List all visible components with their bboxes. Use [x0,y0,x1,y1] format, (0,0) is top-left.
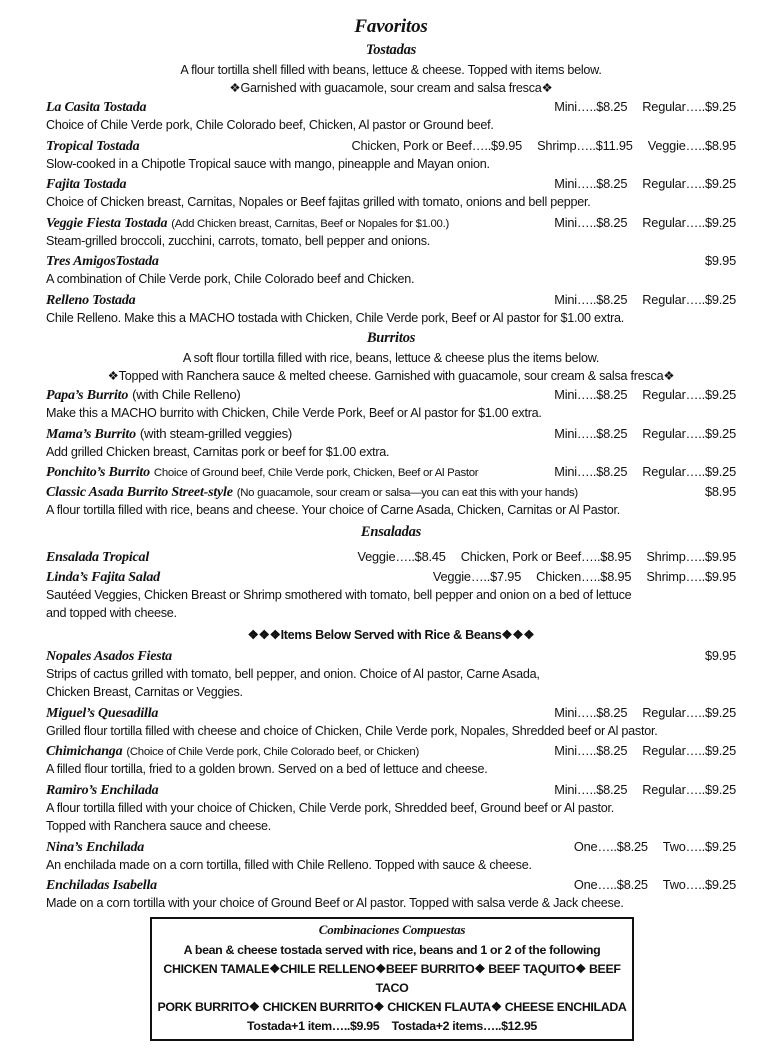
item-price: Mini…..$8.25 [554,291,628,307]
combo-price: Tostada+2 items…..$12.95 [391,1018,537,1033]
item-prices [544,703,736,722]
item-prices [695,646,736,665]
item-prices [695,482,736,501]
section-intro: A soft flour tortilla filled with rice, beans, lettuce & cheese plus the items below. [182,351,600,365]
item-price: Two…..$9.25 [662,877,736,892]
item-price: Chicken, Pork or Beef…..$9.95 [351,137,523,153]
item-name: Tropical Tostada [46,138,140,154]
item-price: Chicken, Pork or Beef…..$8.95 [460,548,632,564]
item-prices [544,424,736,443]
item-price: Shrimp…..$11.95 [537,137,633,153]
item-description: Slow-cooked in a Chipotle Tropical sauce with mango, pineapple and Mayan onion. [46,156,490,171]
section-intro: ❖Topped with Ranchera sauce & melted cheese. Garnished with guacamole, sour cream & salsa fresca❖ [107,369,675,383]
item-price: Regular…..$9.25 [642,176,736,191]
page-title: Favoritos [354,16,428,37]
item-description: Choice of Chile Verde pork, Chile Colorado beef, Chicken, Al pastor or Ground beef. [46,118,494,132]
item-note: (Choice of Chile Verde pork, Chile Colorado beef, or Chicken) [126,746,419,758]
item-price: Regular…..$9.25 [642,781,736,797]
item-price: Veggie…..$8.95 [647,137,736,153]
item-name: Ramiro’s Enchilada [46,782,159,798]
item-description: A flour tortilla filled with rice, beans and cheese. Your choice of Carne Asada, Chicken, Carnitas or Al Pastor. [46,503,621,517]
menu-item-header [46,462,736,482]
item-price: Regular…..$9.25 [642,214,736,230]
item-note: (with Chile Relleno) [132,387,241,402]
item-price: Mini…..$8.25 [554,176,628,191]
section-heading: Tostadas [365,42,417,58]
item-description: An enchilada made on a corn tortilla, filled with Chile Relleno. Topped with sauce & cheese. [46,857,532,872]
item-name: Mama’s Burrito [46,426,136,442]
item-prices [341,136,736,155]
item-prices [544,385,736,404]
menu-section [46,328,736,520]
combinaciones-box [150,917,634,1041]
item-price: Veggie…..$7.95 [432,568,522,584]
menu-section [46,40,736,327]
menu-item-header [46,290,736,310]
item-name: Classic Asada Burrito Street-style [46,485,233,500]
item-prices [423,567,736,586]
item-prices [544,174,736,193]
menu-item [46,482,736,520]
menu-item-header [46,780,736,800]
item-price: Regular…..$9.25 [642,743,736,758]
item-price: $9.95 [704,647,736,663]
item-price: Mini…..$8.25 [554,781,628,797]
item-price: One…..$8.25 [573,877,648,892]
menu-item [46,567,736,623]
item-prices [544,780,736,799]
item-prices [544,462,736,481]
menu-item-header [46,837,736,857]
item-note: (with steam-grilled veggies) [139,425,293,441]
item-price: Regular…..$9.25 [642,99,736,114]
menu-page [46,0,736,1061]
item-description: Steam-grilled broccoli, zucchini, carrots, tomato, bell pepper and onions. [46,233,431,248]
menu-item-header [46,703,736,723]
item-price: Mini…..$8.25 [554,464,628,479]
section-intro: A flour tortilla shell filled with beans, lettuce & cheese. Topped with items below. [180,63,602,77]
item-price: $9.95 [704,253,736,268]
section-intro: ❖Garnished with guacamole, sour cream and salsa fresca❖ [229,81,553,95]
menu-item [46,174,736,212]
item-description: Strips of cactus grilled with tomato, bell pepper, and onion. Choice of Al pastor, Carne Asada, [46,666,540,681]
combo-prices [152,1017,632,1036]
item-price: Regular…..$9.25 [642,425,736,441]
item-name: Chimichanga [46,744,123,759]
item-price: Two…..$9.25 [662,838,736,854]
menu-item [46,385,736,423]
item-prices [544,97,736,116]
item-price: Veggie…..$8.45 [357,548,446,564]
menu-item [46,213,736,251]
item-name: Nopales Asados Fiesta [46,648,172,664]
item-name: La Casita Tostada [46,100,147,115]
menu-item-header [46,482,736,502]
item-price: $8.95 [704,484,736,499]
menu-item [46,646,736,702]
item-prices [544,741,736,760]
item-prices [347,547,736,566]
combo-line: A bean & cheese tostada served with rice, beans and 1 or 2 of the following [183,942,601,957]
item-price: Mini…..$8.25 [554,214,628,230]
item-name: Enchiladas Isabella [46,878,157,893]
combo-price: Tostada+1 item…..$9.95 [247,1018,380,1033]
item-name: Relleno Tostada [46,292,136,308]
item-name: Linda’s Fajita Salad [46,569,160,585]
menu-item-header [46,646,736,666]
item-description: A filled flour tortilla, fried to a golden brown. Served on a bed of lettuce and cheese. [46,762,488,776]
menu-item [46,424,736,462]
item-prices [695,251,736,270]
item-description: Chicken Breast, Carnitas or Veggies. [46,685,243,699]
menu-section [46,522,736,623]
item-description: and topped with cheese. [46,606,177,620]
menu-item-header [46,385,736,405]
menu-item-header [46,567,736,587]
item-prices [564,875,736,894]
menu-item [46,462,736,482]
menu-item-header [46,424,736,444]
combo-title: Combinaciones Compuestas [318,921,466,937]
menu-item-header [46,174,736,194]
item-price: One…..$8.25 [573,838,648,854]
item-note: (No guacamole, sour cream or salsa—you can eat this with your hands) [236,487,578,499]
item-price: Regular…..$9.25 [642,387,736,402]
item-price: Regular…..$9.25 [642,291,736,307]
item-name: Veggie Fiesta Tostada [46,215,168,231]
item-price: Mini…..$8.25 [554,425,628,441]
menu-item [46,290,736,328]
item-price: Shrimp…..$9.95 [646,548,736,564]
menu-item-header [46,251,736,271]
menu-item-header [46,136,736,156]
item-prices [564,837,736,856]
menu-item-header [46,97,736,117]
item-description: Sautéed Veggies, Chicken Breast or Shrimp smothered with tomato, bell pepper and onion on a bed of lettuce [46,587,632,602]
item-description: Topped with Ranchera sauce and cheese. [46,819,272,833]
menu-item [46,97,736,135]
menu-item [46,547,736,567]
item-note: (Add Chicken breast, Carnitas, Beef or Nopales for $1.00.) [171,217,449,230]
item-description: Add grilled Chicken breast, Carnitas pork or beef for $1.00 extra. [46,444,390,459]
section-heading: ❖❖❖Items Below Served with Rice & Beans❖❖❖ [247,627,535,642]
item-name: Ensalada Tropical [46,549,150,565]
menu-item [46,251,736,289]
item-price: Regular…..$9.25 [642,464,736,479]
item-price: Mini…..$8.25 [554,387,628,402]
item-prices [544,290,736,309]
item-name: Miguel’s Quesadilla [46,705,159,721]
menu-item [46,780,736,836]
menu-item-header [46,213,736,233]
item-description: A combination of Chile Verde pork, Chile Colorado beef and Chicken. [46,272,415,286]
item-note: Choice of Ground beef, Chile Verde pork, Chicken, Beef or Al Pastor [153,467,479,479]
menu-item-header [46,547,736,567]
menu-item-header [46,875,736,895]
item-price: Mini…..$8.25 [554,704,628,720]
section-heading: Ensaladas [360,523,422,540]
menu-item-header [46,741,736,761]
menu-item [46,136,736,174]
item-name: Papa’s Burrito [46,388,129,403]
item-description: Grilled flour tortilla filled with cheese and choice of Chicken, Chile Verde pork, Nopales, Shredded beef or Al pastor. [46,723,658,738]
item-price: Mini…..$8.25 [554,99,628,114]
item-price: Chicken…..$8.95 [536,568,632,584]
item-description: Choice of Chicken breast, Carnitas, Nopales or Beef fajitas grilled with tomato, onions and bell pepper. [46,195,591,209]
menu-section [46,624,736,913]
item-price: Mini…..$8.25 [554,743,628,758]
item-description: Chile Relleno. Make this a MACHO tostada with Chicken, Chile Verde pork, Beef or Al pastor for $1.00 extra. [46,310,625,325]
combo-line: PORK BURRITO❖ CHICKEN BURRITO❖ CHICKEN FLAUTA❖ CHEESE ENCHILADA [157,999,627,1014]
menu-sections [46,40,736,913]
item-description: Make this a MACHO burrito with Chicken, Chile Verde Pork, Beef or Al pastor for $1.00 extra. [46,406,542,420]
item-name: Tres AmigosTostada [46,254,159,269]
menu-item [46,703,736,741]
item-price: Shrimp…..$9.95 [646,568,736,584]
item-price: Regular…..$9.25 [642,704,736,720]
item-description: Made on a corn tortilla with your choice of Ground Beef or Al pastor. Topped with salsa verde & Jack cheese. [46,896,624,910]
item-prices [544,213,736,232]
item-description: A flour tortilla filled with your choice of Chicken, Chile Verde pork, Shredded beef, Ground beef or Al pastor. [46,800,614,815]
item-name: Ponchito’s Burrito [46,465,150,480]
item-name: Nina’s Enchilada [46,839,145,855]
menu-item [46,875,736,913]
menu-item [46,741,736,779]
section-heading: Burritos [366,330,416,346]
item-name: Fajita Tostada [46,177,127,192]
menu-item [46,837,736,875]
combo-line: CHICKEN TAMALE❖CHILE RELLENO❖BEEF BURRITO❖ BEEF TAQUITO❖ BEEF TACO [163,961,621,995]
